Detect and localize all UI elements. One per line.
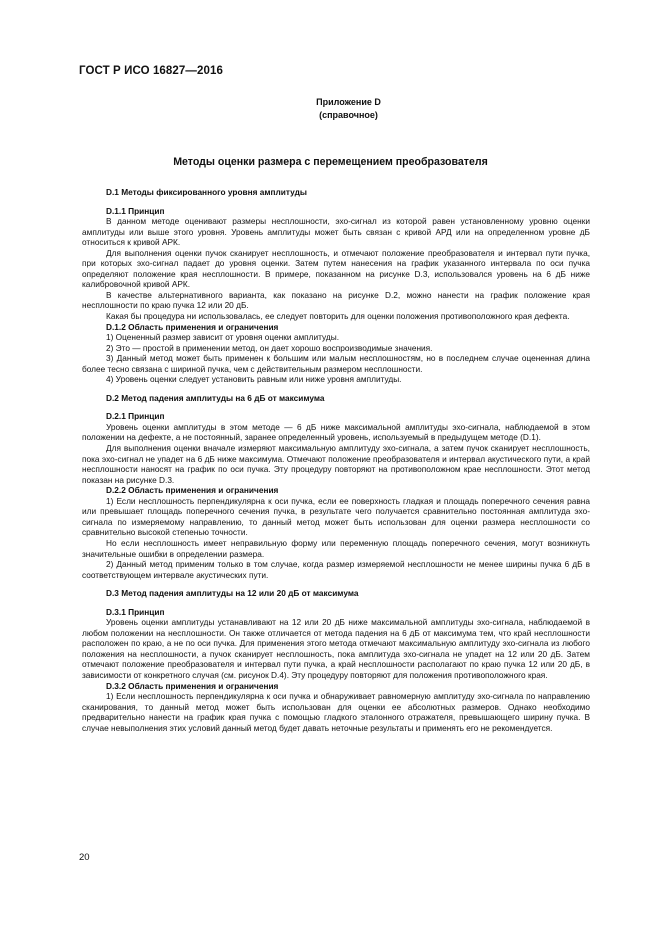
document-body: [82, 187, 590, 733]
subsection-heading-d3-2: D.3.2 Область применения и ограничения: [106, 680, 279, 691]
paragraph: Уровень оценки амплитуды устанавливают на 12 или 20 дБ ниже максимальной амплитуды эхо-сигнала, наблюдаемой в любом положении на несплошности. Он также отличается от метода падения на 6 дБ от максимума тем, что край несплошности расположен по краю, а не по оси пучка. Для применения этого метода отмечают максимальную амплитуду эхо-сигнала из любого положения на несплошности, а пучок сканирует несплошность, пока амплитуда эхо-сигнала не упадет на 12 или 20 дБ. Затем отмечают положение преобразователя и интервал пути пучка, а край несплошности располагают по краю пучка 12 или 20 дБ, в зависимости от конкретного случая (см. рисунок D.4). Эту процедуру повторяют для положения противоположного края.: [82, 617, 590, 680]
subsection-heading-d1-1: D.1.1 Принцип: [106, 205, 165, 216]
subsection-heading-d2-2: D.2.2 Область применения и ограничения: [106, 485, 279, 496]
paragraph: Для выполнения оценки вначале измеряют максимальную амплитуду эхо-сигнала, а затем пучок сканирует несплошность, пока эхо-сигнал не упадет на 6 дБ ниже максимума. Отмечают положение преобразователя и интервал акустического пути, а край несплошности наносят на график по оси пучка. Эту процедуру повторяют на противоположном крае несплошности. Этот метод показан на рисунке D.3.: [82, 443, 590, 485]
paragraph: 1) Если несплошность перпендикулярна к оси пучка и обнаруживает равномерную амплитуду эхо-сигнала по направлению сканирования, то данный метод может быть использован для оценки ее абсолютных размеров. Однако необходимо предварительно нанести на график края пучка с помощью гладкого эталонного отражателя, превышающего ширину пучка. В случае невыполнения этих условий данный метод будет давать неточные результаты и применять его не рекомендуется.: [82, 691, 590, 733]
list-item: 4) Уровень оценки следует установить равным или ниже уровня амплитуды.: [106, 374, 402, 385]
subsection-heading-d3-1: D.3.1 Принцип: [106, 606, 165, 617]
page-number: 20: [79, 852, 90, 863]
section-heading-d1: D.1 Методы фиксированного уровня амплитуды: [106, 187, 307, 197]
list-item: 1) Оцененный размер зависит от уровня оценки амплитуды.: [106, 332, 340, 343]
standard-header: ГОСТ Р ИСО 16827—2016: [79, 65, 224, 77]
paragraph: Уровень оценки амплитуды в этом методе — 6 дБ ниже максимальной амплитуды эхо-сигнала, наблюдаемой в этом положении на дефекте, а не постоянный, заранее определенный уровень, используемый в предыдущем методе (D.1).: [82, 421, 590, 443]
document-title: Методы оценки размера с перемещением преобразователя: [173, 156, 488, 168]
annex-title: Приложение D: [316, 97, 381, 107]
paragraph: 2) Данный метод применим только в том случае, когда размер измеряемой несплошности не менее ширины пучка 6 дБ в соответствующем интервале акустических пути.: [82, 559, 590, 580]
list-item: 2) Это — простой в применении метод, он дает хорошо воспроизводимые значения.: [106, 342, 433, 353]
paragraph: 1) Если несплошность перпендикулярна к оси пучка, если ее поверхность гладкая и площадь поперечного сечения равна или превышает площадь поперечного сечения пучка, в результате чего получается сравнительно постоянная амплитуда эхо-сигнала по измеряемому направлению, то данный метод может быть использован для оценки размера несплошности со сравнительно высокой степенью точности.: [82, 495, 590, 538]
paragraph: Но если несплошность имеет неправильную форму или переменную площадь поперечного сечения, могут возникнуть значительные ошибки в определении размера.: [82, 537, 590, 559]
paragraph: Для выполнения оценки пучок сканирует несплошность, и отмечают положение преобразователя и интервал пути пучка, при которых эхо-сигнал падает до уровня оценки. Затем путем нанесения на график указанного интервала по оси пучка определяют положение края несплошности. В примере, показанном на рисунке D.3, использовался уровень на 6 дБ ниже калибровочной кривой АРК.: [82, 247, 590, 290]
section-heading-d2: D.2 Метод падения амплитуды на 6 дБ от максимума: [106, 392, 325, 403]
section-heading-d3: D.3 Метод падения амплитуды на 12 или 20 дБ от максимума: [106, 588, 359, 599]
paragraph: Какая бы процедура ни использовалась, ее следует повторить для оценки положения противоположного края дефекта.: [106, 311, 570, 322]
annex-subtitle: (справочное): [319, 110, 378, 120]
paragraph: В данном методе оценивают размеры несплошности, эхо-сигнал из которой равен установленному уровню оценки амплитуды или выше этого уровня. Уровень амплитуды может быть связан с кривой АРД или на определенном уровне дБ относиться к кривой АРК.: [82, 216, 590, 248]
list-item: 3) Данный метод может быть применен к большим или малым несплошностям, но в последнем случае оцененная длина более тесно связана с шириной пучка, чем с действительным размером несплошности.: [82, 353, 590, 374]
paragraph: В качестве альтернативного варианта, как показано на рисунке D.2, можно нанести на график положение края несплошности по краю пучка 12 или 20 дБ.: [82, 289, 590, 311]
subsection-heading-d2-1: D.2.1 Принцип: [106, 411, 165, 422]
subsection-heading-d1-2: D.1.2 Область применения и ограничения: [106, 321, 279, 332]
